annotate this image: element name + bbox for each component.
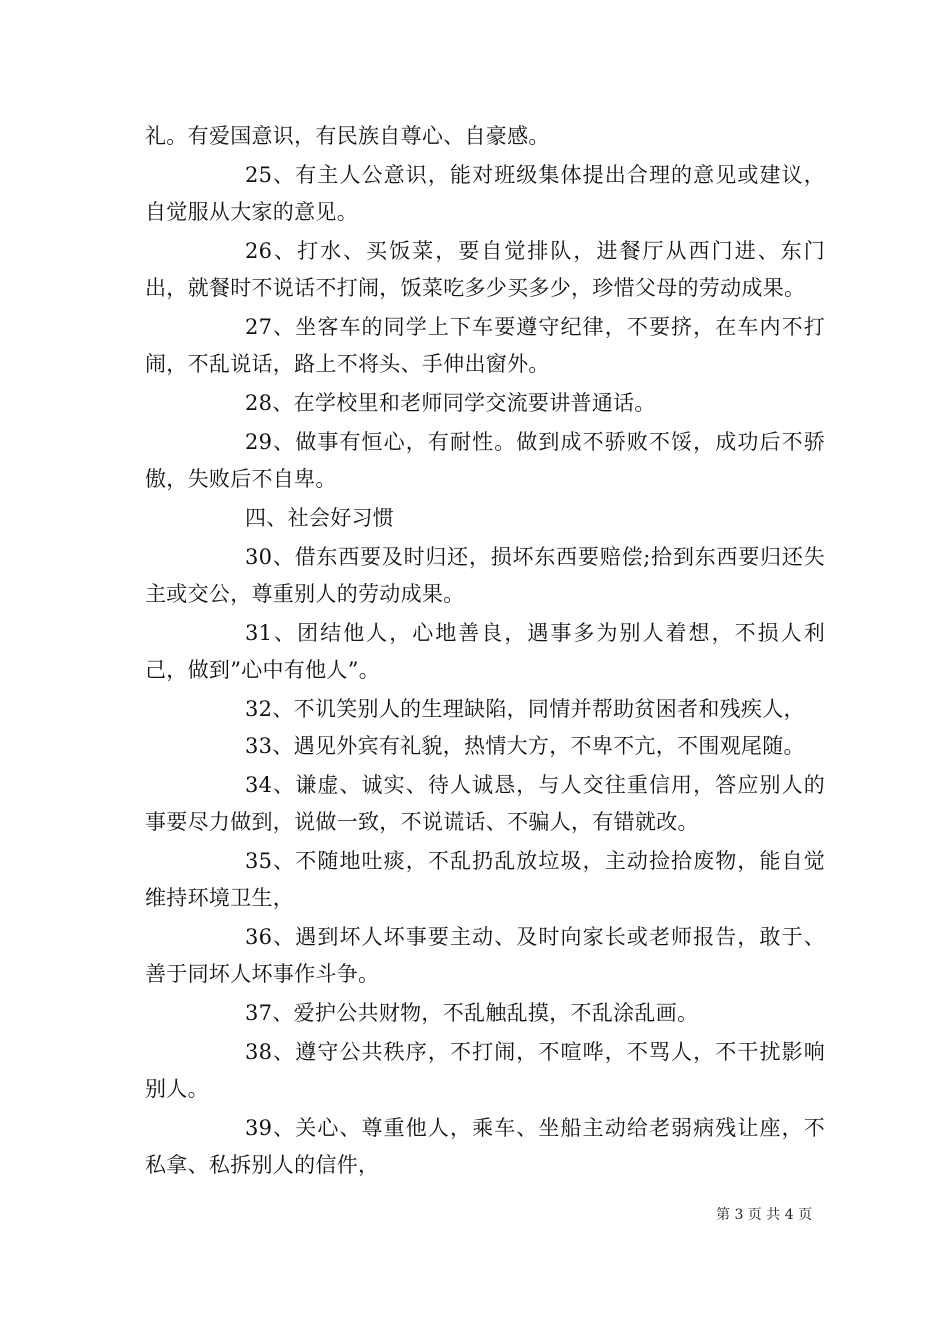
paragraph: 38、遵守公共秩序，不打闹，不喧哗，不骂人，不干扰影响别人。 xyxy=(145,1040,825,1101)
paragraph: 29、做事有恒心，有耐性。做到成不骄败不馁，成功后不骄傲，失败后不自卑。 xyxy=(145,430,825,491)
paragraph: 27、坐客车的同学上下车要遵守纪律，不要挤，在车内不打闹，不乱说话，路上不将头、手伸出窗外。 xyxy=(145,315,825,376)
paragraph: 37、爱护公共财物，不乱触乱摸，不乱涂乱画。 xyxy=(245,1001,699,1025)
document-body xyxy=(145,118,825,1186)
paragraph: 36、遇到坏人坏事要主动、及时向家长或老师报告，敢于、善于同坏人坏事作斗争。 xyxy=(145,925,825,986)
paragraph: 35、不随地吐痰，不乱扔乱放垃圾，主动捡拾废物，能自觉维持环境卫生， xyxy=(145,849,825,910)
paragraph: 31、团结他人，心地善良，遇事多为别人着想，不损人利己，做到”心中有他人”。 xyxy=(145,621,825,682)
paragraph: 33、遇见外宾有礼貌，热情大方，不卑不亢，不围观尾随。 xyxy=(245,734,805,758)
paragraph: 30、借东西要及时归还，损坏东西要赔偿;拾到东西要归还失主或交公，尊重别人的劳动成果。 xyxy=(145,545,825,606)
paragraph: 礼。有爱国意识，有民族自尊心、自豪感。 xyxy=(145,124,550,148)
paragraph: 32、不讥笑别人的生理缺陷，同情并帮助贫困者和残疾人， xyxy=(245,697,805,721)
page-number-footer: 第 3 页 共 4 页 xyxy=(716,1207,813,1223)
paragraph: 25、有主人公意识，能对班级集体提出合理的意见或建议，自觉服从大家的意见。 xyxy=(145,163,825,224)
paragraph: 39、关心、尊重他人，乘车、坐船主动给老弱病残让座，不私拿、私拆别人的信件， xyxy=(145,1116,825,1177)
section-heading: 四、社会好习惯 xyxy=(245,506,395,530)
paragraph: 34、谦虚、诚实、待人诚恳，与人交往重信用，答应别人的事要尽力做到，说做一致，不说谎话、不骗人，有错就改。 xyxy=(145,773,825,834)
paragraph: 26、打水、买饭菜，要自觉排队，进餐厅从西门进、东门出，就餐时不说话不打闹，饭菜吃多少买多少，珍惜父母的劳动成果。 xyxy=(145,239,825,300)
paragraph: 28、在学校里和老师同学交流要讲普通话。 xyxy=(245,391,656,415)
